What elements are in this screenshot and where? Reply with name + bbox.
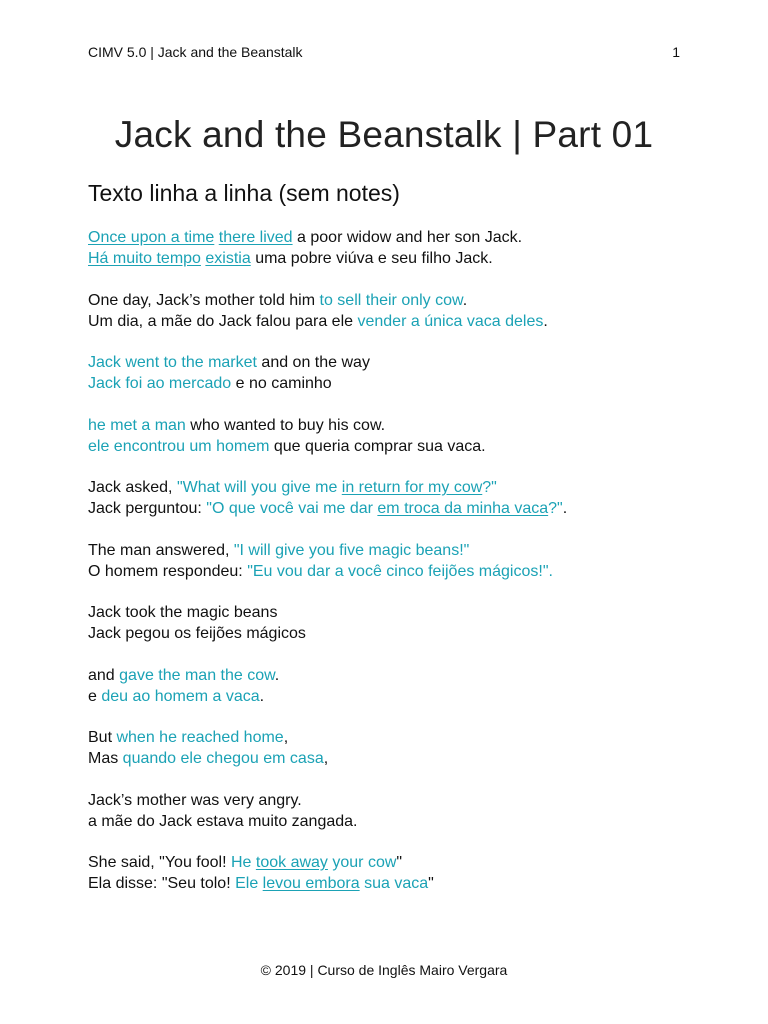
highlighted-phrase: "Eu vou dar a você cinco feijões mágicos!". (247, 562, 553, 580)
english-line (88, 665, 688, 686)
underlined-phrase: Há muito tempo (88, 250, 201, 267)
highlighted-phrase: ?" (548, 500, 563, 517)
highlighted-phrase: deu ao homem a vaca (101, 687, 260, 705)
text-segment: Jack pegou os feijões mágicos (88, 625, 306, 642)
highlighted-phrase: "What will you give me (176, 479, 342, 496)
highlighted-phrase: Jack went to the market (88, 354, 257, 371)
text-segment: But (88, 729, 117, 746)
english-line (88, 415, 688, 436)
text-pair (88, 790, 688, 832)
english-line (88, 477, 688, 498)
text-segment: who wanted to buy his cow. (185, 416, 386, 434)
text-segment: que queria comprar sua vaca. (269, 437, 486, 455)
text-segment: . (543, 312, 548, 330)
portuguese-line (88, 498, 688, 519)
highlighted-phrase: he met a man (88, 416, 186, 434)
underlined-phrase: took away (255, 854, 328, 871)
highlighted-phrase: He (230, 854, 252, 871)
text-pair (88, 415, 688, 457)
highlighted-phrase: when he reached home (116, 729, 284, 746)
highlighted-phrase: Ele (235, 875, 259, 892)
text-segment: . (259, 687, 265, 705)
text-segment: a poor widow and her son Jack. (292, 229, 523, 246)
highlighted-phrase: gave the man the cow (119, 666, 275, 684)
text-segment: O homem respondeu: (88, 562, 248, 580)
text-pair (88, 540, 688, 582)
highlighted-phrase: Jack foi ao mercado (88, 375, 232, 392)
portuguese-line (88, 373, 688, 394)
portuguese-line (88, 623, 688, 644)
portuguese-line (88, 311, 688, 332)
text-segment: Jack took the magic beans (88, 604, 278, 621)
highlighted-phrase: sua vaca (359, 875, 429, 892)
underlined-phrase: Once upon a time (88, 229, 215, 246)
highlighted-phrase: to sell their only cow (319, 291, 463, 309)
text-segment: e no caminho (231, 375, 332, 392)
text-segment: Jack’s mother was very angry. (88, 791, 302, 809)
underlined-phrase: there lived (218, 229, 293, 246)
text-pair (88, 477, 688, 519)
english-line (88, 352, 688, 373)
text-segment: " (428, 875, 434, 892)
text-segment: . (274, 666, 280, 684)
page-header (88, 44, 680, 64)
text-pair (88, 727, 688, 769)
text-segment: , (283, 729, 289, 746)
text-segment: . (562, 500, 568, 517)
text-segment: Jack asked, (88, 479, 177, 496)
document-label: CIMV 5.0 | Jack and the Beanstalk (88, 44, 303, 60)
english-line (88, 540, 688, 561)
text-segment: Mas (88, 750, 123, 767)
underlined-phrase: existia (205, 250, 251, 267)
english-line (88, 290, 688, 311)
text-segment: uma pobre viúva e seu filho Jack. (250, 250, 493, 267)
portuguese-line (88, 686, 688, 707)
highlighted-phrase: ele encontrou um homem (88, 437, 270, 455)
highlighted-phrase: "O que você vai me dar (206, 500, 378, 517)
english-line (88, 790, 688, 811)
page-footer: © 2019 | Curso de Inglês Mairo Vergara (260, 962, 508, 978)
text-segment: The man answered, (88, 541, 234, 559)
underlined-phrase: levou embora (262, 875, 360, 892)
text-pair (88, 227, 688, 269)
english-line (88, 227, 688, 248)
text-segment: One day, Jack’s mother told him (88, 291, 320, 309)
text-segment: Jack perguntou: (88, 500, 207, 517)
text-segment: She said, "You fool! (88, 854, 231, 871)
english-line (88, 727, 688, 748)
english-line (88, 602, 688, 623)
portuguese-line (88, 248, 688, 269)
text-segment: e (88, 687, 102, 705)
highlighted-phrase: your cow (327, 854, 397, 871)
text-pair (88, 352, 688, 394)
text-pair (88, 602, 688, 644)
page-number: 1 (672, 44, 680, 60)
page-title: Jack and the Beanstalk | Part 01 (114, 114, 654, 155)
highlighted-phrase: "I will give you five magic beans!" (233, 541, 470, 559)
text-segment: . (462, 291, 468, 309)
text-pair (88, 290, 688, 332)
portuguese-line (88, 748, 688, 769)
portuguese-line (88, 561, 688, 582)
highlighted-phrase: quando ele chegou em casa (122, 750, 324, 767)
bilingual-text (88, 227, 688, 915)
text-segment: a mãe do Jack estava muito zangada. (88, 812, 358, 830)
portuguese-line (88, 436, 688, 457)
underlined-phrase: em troca da minha vaca (377, 500, 549, 517)
text-segment: and on the way (256, 354, 370, 371)
text-pair (88, 852, 688, 894)
portuguese-line (88, 811, 688, 832)
underlined-phrase: in return for my cow (341, 479, 483, 496)
text-segment: Um dia, a mãe do Jack falou para ele (88, 312, 358, 330)
section-subtitle: Texto linha a linha (sem notes) (88, 180, 400, 206)
english-line (88, 852, 688, 873)
text-segment: , (323, 750, 329, 767)
text-segment: and (88, 666, 120, 684)
text-segment: " (396, 854, 403, 871)
portuguese-line (88, 873, 688, 894)
text-pair (88, 665, 688, 707)
highlighted-phrase: vender a única vaca deles (357, 312, 544, 330)
highlighted-phrase: ?" (482, 479, 497, 496)
text-segment: Ela disse: "Seu tolo! (88, 875, 236, 892)
